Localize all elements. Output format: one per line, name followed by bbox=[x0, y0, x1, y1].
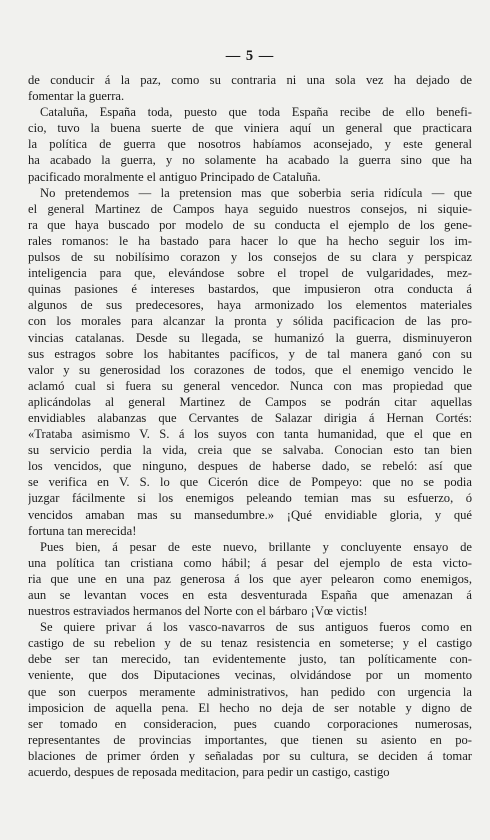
text-line: su servicio perdia la vida, creia que se salvaba. Conocian esto tan bien bbox=[28, 443, 472, 458]
text-line: inteligencia para que, elevándose sobre el tropel de vulgaridades, mez- bbox=[28, 266, 472, 281]
text-line: quinas pasiones é intereses bastardos, que impusieron otra conducta á bbox=[28, 282, 472, 297]
text-line: imposicion de aquella pena. El hecho no deja de ser notable y digno de bbox=[28, 700, 472, 715]
text-line: blaciones de primer órden y señaladas por su cultura, se deciden á tomar bbox=[28, 748, 472, 763]
text-line: pulsos de su nobilísimo corazon y los consejos de su clara y perspicaz bbox=[28, 250, 472, 265]
text-line: fomentar la guerra. bbox=[28, 89, 125, 104]
text-line: la política de guerra que nosotros habíamos aconsejado, y este general bbox=[28, 137, 472, 152]
paragraph bbox=[28, 539, 472, 619]
text-line: «Trataba asimismo V. S. á los suyos con tanta humanidad, que el que en bbox=[28, 427, 472, 442]
page-number: — 5 — bbox=[225, 48, 275, 64]
text-line: fortuna tan merecida! bbox=[28, 523, 137, 538]
text-line: debe ser tan merecido, tan evidentemente justo, tan políticamente con- bbox=[28, 652, 472, 667]
text-line: aun se levantan voces en esta desventurada España que amenazan á bbox=[28, 588, 472, 602]
text-line: valor y su generosidad los corazones de todos, que el enemigo vencido le bbox=[28, 362, 472, 377]
text-line: veniente, que dos Diputaciones vecinas, olvidándose por un momento bbox=[28, 668, 472, 683]
text-line: los vencidos, que ninguno, despues de haberse dado, se rebeló: así que bbox=[28, 459, 472, 474]
text-line: envidiables alabanzas que Cervantes de Salazar dirigia á Hernan Cortés: bbox=[28, 410, 472, 425]
text-line: sus estragos sobre los habitantes pacíficos, y de tal manera ganó con su bbox=[28, 346, 472, 361]
text-line: acuerdo, despues de reposada meditacion, para pedir un castigo, castigo bbox=[28, 765, 390, 780]
paragraph bbox=[28, 104, 472, 184]
text-line: que son cuerpos meramente administrativos, han pedido con urgencia la bbox=[28, 684, 472, 699]
text-line: ha acabado la guerra, y no solamente ha acabado la guerra sino que ha bbox=[28, 153, 472, 168]
text-line: nuestros estraviados hermanos del Norte con el bárbaro ¡Vœ victis! bbox=[28, 604, 368, 619]
text-line: con los morales para alcanzar la pronta y sólida pacificacion de las pro- bbox=[28, 314, 472, 329]
text-line: pacificado moralmente el antiguo Principado de Cataluña. bbox=[28, 169, 321, 184]
text-line: representantes de provincias importantes, que tienen su asiento en po- bbox=[28, 732, 472, 747]
text-line: No pretendemos — la pretension mas que soberbia seria ridícula — que bbox=[40, 185, 472, 200]
paragraph bbox=[28, 72, 472, 104]
text-line: algunos de sus predecesores, haya armonizado los elementos materiales bbox=[28, 298, 472, 313]
paragraph bbox=[28, 185, 472, 539]
text-line: de conducir á la paz, como su contraria ni una sola vez ha dejado de bbox=[28, 73, 472, 87]
text-line: Cataluña, España toda, puesto que toda España recibe de ello benefi- bbox=[40, 105, 472, 120]
text-line: ser tomado en consideracion, pues cuando corporaciones numerosas, bbox=[28, 716, 472, 731]
text-line: una política tan cristiana como hábil; á pesar del ejemplo de esta victo- bbox=[28, 555, 472, 570]
text-line: aclamó cual si fuera su general vencedor. Nunca con mas propiedad que bbox=[28, 378, 472, 393]
text-line: aplicándolas al general Martinez de Campos se podrán citar aquellas bbox=[28, 394, 472, 409]
text-line: cio, tuvo la buena suerte de que viniera aquí un general que practicara bbox=[28, 121, 472, 136]
text-line: rales romanos: le ha bastado para hacer lo que ha hecho seguir los im- bbox=[28, 233, 472, 248]
text-line: ria que une en una paz generosa á los que ayer pelearon como enemigos, bbox=[28, 571, 472, 586]
text-line: se verifica en V. S. lo que Cicerón dice de Pompeyo: que no se podia bbox=[28, 475, 472, 490]
text-line: el general Martinez de Campos haya seguido nuestros consejos, ni siquie- bbox=[28, 201, 472, 216]
text-line: ra que haya buscado por modelo de su conducta el ejemplo de los gene- bbox=[28, 217, 472, 232]
text-line: juzgar fácilmente si los enemigos peleando temian mas su esfuerzo, ó bbox=[28, 491, 472, 506]
paragraph bbox=[28, 619, 472, 780]
text-line: vincias catalanas. Desde su llegada, se humanizó la guerra, disminuyeron bbox=[28, 330, 472, 345]
text-line: Pues bien, á pesar de este nuevo, brillante y concluyente ensayo de bbox=[40, 539, 472, 554]
text-line: castigo de su rebelion y de su tenaz resistencia en someterse; y el castigo bbox=[28, 636, 472, 651]
body-text bbox=[28, 72, 472, 780]
text-line: vencidos amaban mas su mansedumbre.» ¡Qué envidiable gloria, y qué bbox=[28, 507, 472, 522]
text-line: Se quiere privar á los vasco-navarros de sus antiguos fueros como en bbox=[40, 620, 472, 635]
